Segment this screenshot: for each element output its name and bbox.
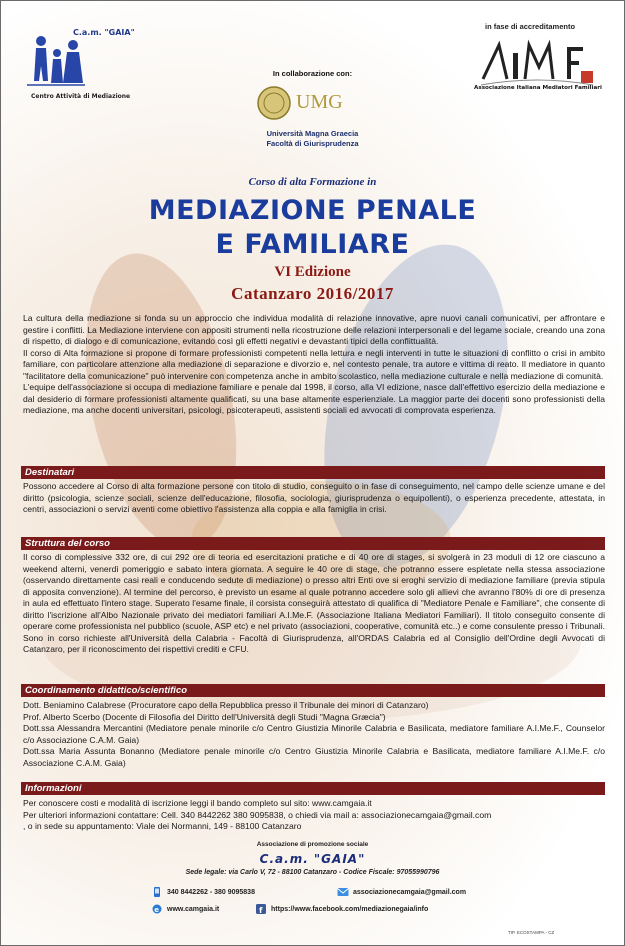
intro-paragraph: La cultura della mediazione si fonda su un approccio che individua modalità di relazione innovative, apre nuovi canali comunicativi, per affrontare e gestire i conflitti. La Mediazione interviene con appositi strumenti nella ricostruzione delle relazioni interpersonali e del legame sociale, creando una zona di rispetto, di dialogo e di comunicazione, evitando così gli effetti negativi e devastanti tipici della conflittualità. [23,313,605,346]
main-title-line2: E FAMILIARE [215,229,410,260]
info-line: Per ulteriori informazioni contattare: Cell. 340 8442262 380 9095838, o chiedi via mail a: associazionecamgaia@gmail.com [23,809,492,820]
edition-label: VI Edizione [274,264,351,280]
footer-phone [151,887,255,898]
footer-sede-legale: Sede legale: via Carlo V, 72 - 88100 Catanzaro - Codice Fiscale: 97055990796 [185,869,440,876]
place-year-label: Catanzaro 2016/2017 [231,284,394,303]
phone-icon [151,887,163,897]
course-intro: Corso di alta Formazione in [248,176,377,188]
info-line: Per conoscere costi e modalità di iscrizione leggi il bando completo sul sito: www.camgaia.it [23,798,372,808]
accreditation-label: in fase di accreditamento [485,22,576,31]
coordinamento-list [23,700,605,769]
footer-association-label: Associazione di promozione sociale [256,841,369,848]
footer-facebook-text[interactable]: https://www.facebook.com/mediazionegaia/info [271,905,429,913]
section-heading-struttura: Struttura del corso [21,537,605,550]
collaboration-label: In collaborazione con: [272,69,353,78]
coordinator-entry: Dott. Beniamino Calabrese (Procuratore capo della Repubblica presso il Tribunale dei minori di Catanzaro) [23,700,429,710]
footer-website-text[interactable]: www.camgaia.it [167,905,220,913]
footer-association-name: C.a.m. "GAIA" [259,852,366,866]
umg-faculty-name: Facoltà di Giurisprudenza [266,139,359,148]
footer-facebook[interactable] [255,904,428,915]
intro-paragraph: Il corso di Alta formazione si propone di formare professionisti competenti nella lettura e negli interventi in tutte le situazioni di conflitto o crisi in ambito familiare, con particolare attenzione alla mediazione di separazione e divorzio e, nel contesto penale, tra autore e vittima di reato. Il mediatore in quanto "facilitatore della comunicazione" può intervenire con competenza anche in ambito scolastico, nella mediazione culturale e nella mediazione di comunità. [23,347,605,381]
footer-website[interactable] [151,904,219,915]
aimef-subtitle: Associazione Italiana Mediatori Familiari [474,85,602,91]
struttura-text: Il corso di complessive 332 ore, di cui 292 ore di teoria ed esercitazioni pratiche e di 40 ore di stages, si svolgerà in 23 moduli di 12 ore ciascuno a weekend alterni, venerdì pomeriggio e sabato intera giornata. A seguire le 40 ore di stage, che potranno essere espletate nella stessa associazione (osservando direttamente casi reali e conducendo sedute di mediazione) o presso altri Enti ove si eroghi servizio di mediazione familiare (previa stipula di apposita convenzione). Al termine del percorso, è previsto un esame al quale potranno accedere solo gli allievi che avranno l'80% di ore di presenza in aula ed effettuato l'intero stage. Superato l'esame finale, il corsista conseguirà attestato di qualifica di "Mediatore Penale e Familiare", che consente di diritto l'iscrizione all'Albo Nazionale privato dei mediatori familiari A.I.Me.F. (Associazione Italiana Mediatori Familiari). Il titolo conseguito consente di operare come professionista nel pubblico (scuole, ASP etc) e nel privato (associazioni, cooperative, comunità etc..) e come consulente presso i Tribunali. Sono in corso richieste all'Università della Calabria - Facoltà di Giurisprudenza, all'ORDAS Calabria ed al Consiglio dell'Ordine degli Avvocati di Catanzaro, per il riconoscimento dei rispettivi crediti e CFU. [23,552,605,654]
intro-paragraph: L'equipe dell'associazione si occupa di mediazione familiare e penale dal 1998, il corso, alla VI edizione, nasce dall'effettivo esercizio della mediazione e dal desiderio di formare professionisti altamente qualificati, su una base altamente esperienziale. La maggior parte dei docenti sono professionisti della mediazione, ma anche docenti universitari, psicologi, psicoterapeuti, assistenti sociali ed avvocati di comprovata esperienza. [23,382,605,415]
section-heading-destinatari: Destinatari [21,466,605,479]
umg-university-name: Università Magna Graecia [266,129,359,138]
umg-abbreviation: UMG [296,91,343,113]
coordinator-entry: Dott.ssa Alessandra Mercantini (Mediatore penale minorile c/o Centro Giustizia Minorile Calabria e Basilicata, mediatore familiare A.I.Me.F., Counselor c/o Associazione C.A.M. Gaia) [23,723,605,745]
gaia-logo-name: C.a.m. "GAIA" [73,28,135,37]
svg-text:f: f [259,906,263,914]
internet-explorer-icon [151,904,163,914]
umg-logo [256,81,376,127]
section-heading-informazioni: Informazioni [21,782,605,795]
printer-stamp: TIP. ECOSTAMPA - CZ [508,930,555,935]
info-line: , o in sede su appuntamento: Viale dei Normanni, 149 - 88100 Catanzaro [23,821,302,831]
coordinator-entry: Prof. Alberto Scerbo (Docente di Filosofia del Diritto dell'Università degli Studi "Magna Græcia") [23,711,386,722]
coordinator-entry: Dott.ssa Maria Assunta Bonanno (Mediatore penale minorile c/o Centro Giustizia Minorile Calabria e Basilicata, mediatore familiare A.I.Me.F. c/o Associazione C.A.M. Gaia) [23,746,605,768]
email-icon [337,887,349,897]
main-title-line1: MEDIAZIONE PENALE [148,195,477,226]
footer-phone-text: 340 8442262 - 380 9095838 [167,888,255,896]
gaia-logo-subtitle: Centro Attività di Mediazione [31,93,131,100]
destinatari-text: Possono accedere al Corso di alta formazione persone con titolo di studio, conseguito o in fase di conseguimento, nel campo delle scienze umane e del diritto (psicologia, scienze sociali, scienze dell'educazione, filosofia, sociologia, giurisprudenza o equipollenti), o esperienza precedente, attestata, in centri, associazioni o servizi aventi come obiettivo l'assistenza alla coppia e alla famiglia in crisi. [23,481,605,514]
footer-email[interactable] [337,887,466,898]
section-heading-coordinamento: Coordinamento didattico/scientifico [21,684,605,697]
footer-email-text[interactable]: associazionecamgaia@gmail.com [353,888,467,896]
informazioni-list [23,798,605,833]
intro-section [23,313,605,417]
svg-text:e: e [154,906,160,914]
facebook-icon [255,904,267,914]
